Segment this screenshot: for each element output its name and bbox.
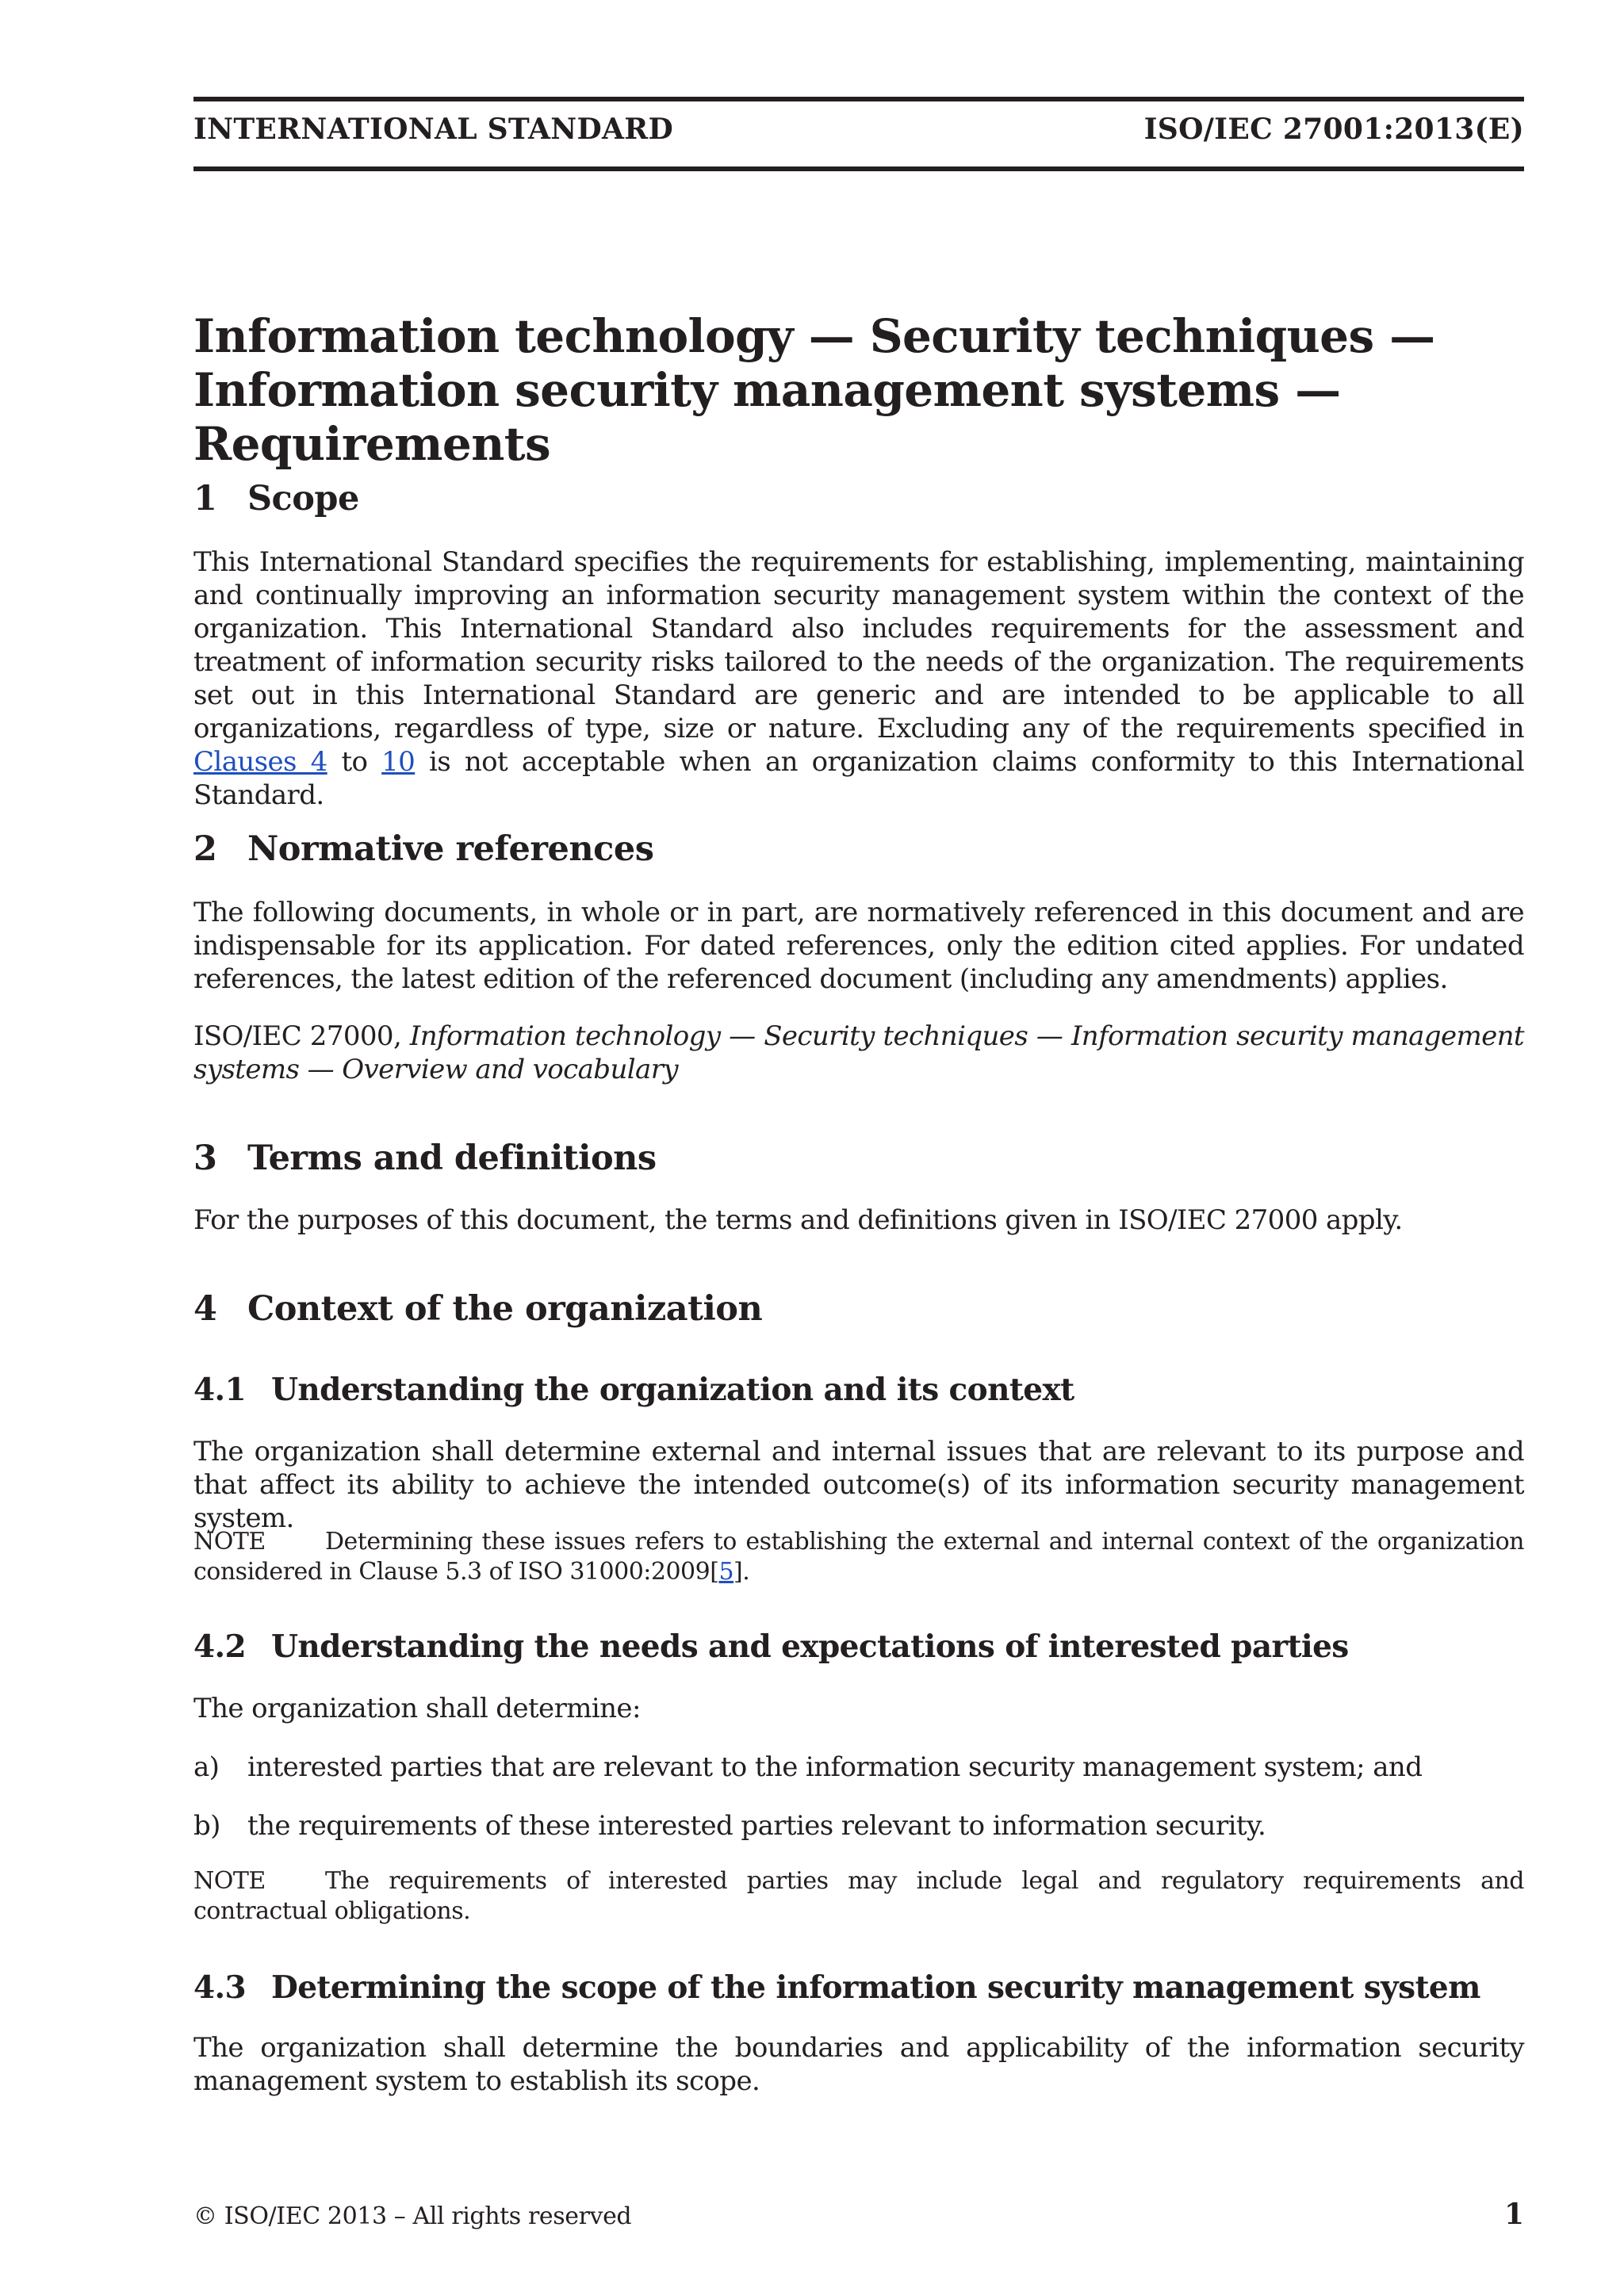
title-line-1: Information technology — Security techniques — [193,309,1435,363]
scope-paragraph [193,545,1524,812]
reference-title: Information technology — Security techniques — Information security management systems — Overview and vocabulary [193,1020,1524,1085]
subsection-4-2-heading [193,1628,1349,1665]
note-label: NOTE [193,1528,266,1556]
section-3-heading [193,1138,657,1178]
list-item [193,1809,1524,1843]
scope-determination-paragraph: The organization shall determine the boundaries and applicability of the information security management system to establish its scope. [193,2032,1524,2097]
section-number: 4 [193,1289,217,1329]
header-bottom-rule [193,166,1524,171]
note-ref-close: ]. [733,1558,750,1586]
section-title: Context of the organization [247,1289,763,1329]
normative-references-paragraph: The following documents, in whole or in part, are normatively referenced in this document and are indispensable for its application. For dated references, only the edition cited applies. For undated references, the latest edition of the referenced document (including any amendments) applies. [193,897,1524,995]
normative-reference-entry [193,1020,1524,1086]
clauses-4-link[interactable]: Clauses 4 [193,746,327,778]
subsection-title: Determining the scope of the information security management system [271,1969,1480,2006]
interested-parties-intro: The organization shall determine: [193,1693,641,1724]
note-text: The requirements of interested parties may include legal and regulatory requirements and contractual obligations. [193,1867,1524,1925]
subsection-4-1-heading [193,1372,1074,1408]
note-4-1 [193,1527,1524,1587]
document-title [193,309,1524,471]
section-number: 2 [193,829,217,869]
subsection-number: 4.1 [193,1372,247,1408]
header-doc-type: INTERNATIONAL STANDARD [193,113,673,146]
scope-text: This International Standard specifies the requirements for establishing, implementing, maintaining and continually improving an information security management system within the context of the organization. This International Standard also includes requirements for the assessment and treatment of information security risks tailored to the needs of the organization. The requirements set out in this International Standard are generic and are intended to be applicable to all organizations, regardless of type, size or nature. Excluding any of the requirements specified in [193,546,1524,744]
section-title: Normative references [247,829,654,869]
subsection-title: Understanding the organization and its context [271,1372,1074,1408]
list-marker: a) [193,1751,220,1783]
section-2-heading [193,829,653,869]
copyright-notice: © ISO/IEC 2013 – All rights reserved [193,2202,632,2230]
list-marker: b) [193,1810,220,1842]
subsection-number: 4.3 [193,1969,247,2006]
header-doc-id: ISO/IEC 27001:2013(E) [1143,113,1524,146]
subsection-4-3-heading [193,1969,1480,2006]
header-top-rule [193,97,1524,101]
context-paragraph: The organization shall determine external and internal issues that are relevant to its purpose and that affect its ability to achieve the intended outcome(s) of its information security management system. [193,1436,1524,1534]
scope-text-end: is not acceptable when an organization claims conformity to this International Standard. [193,746,1524,811]
section-number: 3 [193,1138,217,1178]
section-4-heading [193,1289,762,1329]
note-4-2 [193,1866,1524,1927]
list-item-text: interested parties that are relevant to the information security management system; and [247,1751,1423,1783]
page-number: 1 [1503,2198,1524,2231]
section-title: Scope [247,479,359,519]
note-ref-open: [ [710,1558,719,1586]
page-footer [193,2198,1524,2231]
subsection-number: 4.2 [193,1628,247,1665]
clause-10-link[interactable]: 10 [381,746,416,778]
section-number: 1 [193,479,217,519]
title-line-2: Information security management systems — Requirements [193,363,1341,471]
note-text: Determining these issues refers to establishing the external and internal context of the organization considered in Clause 5.3 of ISO 31000:2009 [193,1528,1524,1586]
reference-id: ISO/IEC 27000, [193,1020,410,1052]
bibliography-ref-5-link[interactable]: 5 [718,1558,734,1586]
list-item [193,1751,1524,1784]
note-label: NOTE [193,1867,266,1895]
terms-paragraph: For the purposes of this document, the terms and definitions given in ISO/IEC 27000 apply. [193,1204,1403,1236]
subsection-title: Understanding the needs and expectations of interested parties [271,1628,1349,1665]
list-item-text: the requirements of these interested parties relevant to information security. [247,1810,1266,1842]
section-title: Terms and definitions [247,1138,657,1178]
section-1-heading [193,479,359,519]
scope-text-to: to [327,746,382,778]
running-header [193,113,1524,146]
